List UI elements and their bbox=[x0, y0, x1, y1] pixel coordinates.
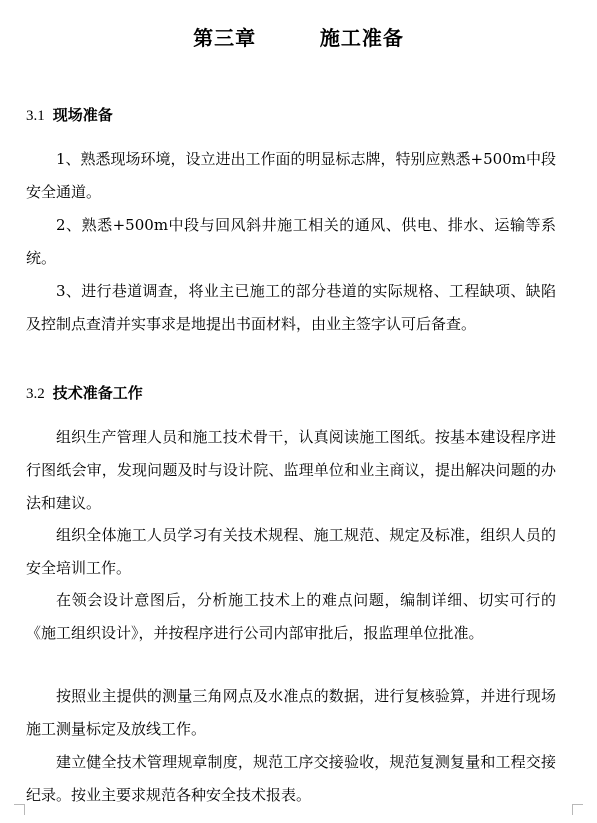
section-heading-3-1 bbox=[26, 104, 113, 125]
page-corner-mark bbox=[572, 804, 583, 815]
page-corner-mark bbox=[14, 804, 25, 815]
section-heading-3-2 bbox=[26, 382, 143, 403]
paragraph: 在领会设计意图后，分析施工技术上的难点问题，编制详细、切实可行的《施工组织设计》，并按程序进行公司内部审批后，报监理单位批准。 bbox=[26, 591, 556, 642]
paragraph: 按照业主提供的测量三角网点及水准点的数据，进行复核验算，并进行现场施工测量标定及放线工作。 bbox=[26, 687, 556, 738]
chapter-title: 第三章 施工准备 bbox=[193, 26, 404, 50]
paragraph: 组织生产管理人员和施工技术骨干，认真阅读施工图纸。按基本建设程序进行图纸会审，发现问题及时与设计院、监理单位和业主商议，提出解决问题的办法和建议。 bbox=[26, 428, 556, 512]
paragraph: 建立健全技术管理规章制度，规范工序交接验收，规范复测复量和工程交接纪录。按业主要求规范各种安全技术报表。 bbox=[26, 753, 556, 804]
paragraph: 组织全体施工人员学习有关技术规程、施工规范、规定及标准，组织人员的安全培训工作。 bbox=[26, 526, 556, 577]
section-number: 3.1 bbox=[26, 108, 45, 124]
section-title: 技术准备工作 bbox=[52, 384, 143, 402]
paragraph: 2、熟悉+500m中段与回风斜井施工相关的通风、供电、排水、运输等系统。 bbox=[26, 216, 556, 267]
paragraph: 3、进行巷道调查，将业主已施工的部分巷道的实际规格、工程缺项、缺陷及控制点查清并实事求是地提出书面材料，由业主签字认可后备查。 bbox=[26, 282, 556, 333]
section-number: 3.2 bbox=[26, 386, 45, 402]
section-title: 现场准备 bbox=[52, 106, 113, 124]
paragraph: 1、熟悉现场环境，设立进出工作面的明显标志牌，特别应熟悉+500m中段安全通道。 bbox=[26, 150, 556, 201]
